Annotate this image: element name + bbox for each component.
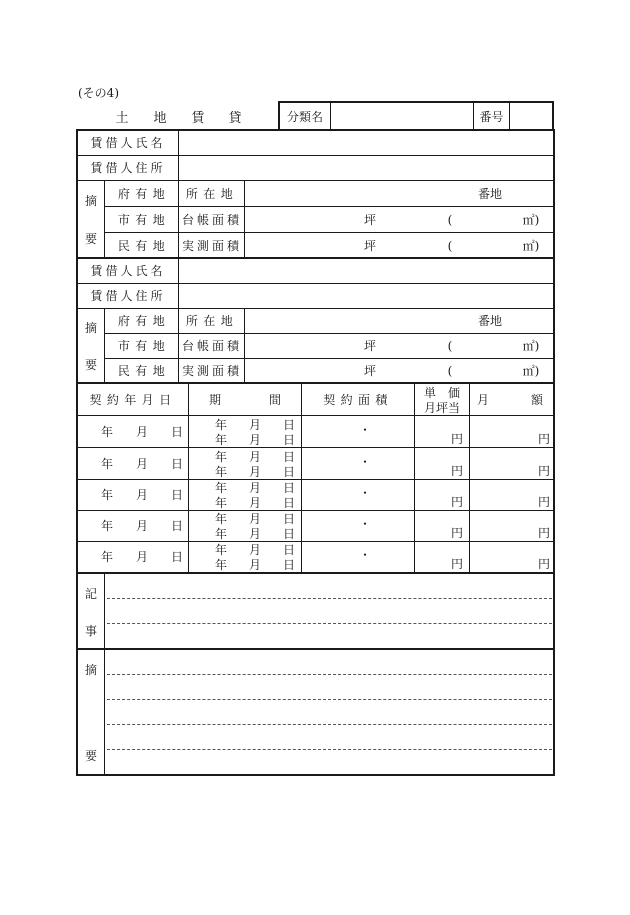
lessee1-summary-divider (104, 180, 105, 258)
row4-unit-yen: 円 (450, 526, 463, 540)
title-char-3: 賃 (191, 110, 205, 126)
row3-p2-year: 年 (214, 495, 227, 510)
row3-monthly-yen: 円 (537, 495, 550, 509)
row3-year: 年 (100, 488, 113, 502)
row2-area-dot: ・ (358, 454, 371, 469)
row2-p2-year: 年 (214, 464, 227, 479)
row4-day: 日 (170, 519, 183, 533)
lessee2-summary-bottom: 要 (84, 357, 97, 372)
row4-monthly-yen: 円 (537, 526, 550, 540)
lessee2-banchi: 番地 (477, 314, 502, 328)
lessee2-ownership-divider (178, 308, 179, 383)
row4-p1-year: 年 (214, 511, 227, 526)
unit-price-header-top: 単 価 (423, 386, 460, 400)
row1-p2-month: 月 (248, 432, 261, 447)
row2-p1-day: 日 (282, 449, 295, 464)
row5-day: 日 (170, 550, 183, 564)
lessee1-private-land: 民有地 (117, 239, 171, 253)
title-char-2: 地 (153, 110, 167, 126)
lessee2-ledger-area-label: 台帳面積 (181, 339, 242, 353)
lessee2-measured-sqm: ㎡) (522, 364, 540, 378)
notes-label-divider (104, 573, 105, 649)
row5-unit-yen: 円 (450, 557, 463, 571)
row4-month: 月 (135, 519, 148, 533)
lessee1-ledger-area-label: 台帳面積 (181, 213, 242, 227)
row5-year: 年 (100, 550, 113, 564)
lessee1-banchi: 番地 (477, 187, 502, 201)
lessee1-address-field[interactable] (179, 156, 553, 179)
lessee2-measured-tsubo: 坪 (363, 364, 376, 378)
contract-divider-4 (469, 383, 470, 573)
row1-p1-day: 日 (282, 417, 295, 432)
row5-monthly-yen: 円 (537, 557, 550, 571)
summary-label-top: 摘 (84, 662, 97, 677)
row1-month: 月 (135, 425, 148, 439)
row1-day: 日 (170, 425, 183, 439)
row4-p2-year: 年 (214, 526, 227, 541)
title-char-1: 土 (115, 110, 129, 126)
row4-area-dot: ・ (358, 516, 371, 531)
lessee1-municipal-land: 市有地 (117, 213, 171, 227)
row1-year: 年 (100, 425, 113, 439)
notes-label-bottom: 事 (84, 623, 97, 638)
lessee1-location-label: 所在地 (185, 187, 239, 201)
row1-p2-day: 日 (282, 432, 295, 447)
classification-label: 分類名 (286, 109, 323, 124)
number-label: 番号 (479, 109, 504, 124)
lessee2-ledger-sqm: ㎡) (522, 339, 540, 353)
lessee2-area-label-divider (244, 308, 245, 383)
row5-month: 月 (135, 550, 148, 564)
row4-p2-month: 月 (248, 526, 261, 541)
row3-day: 日 (170, 488, 183, 502)
row2-unit-yen: 円 (450, 464, 463, 478)
period-header-a: 期 (208, 393, 221, 407)
row3-p2-month: 月 (248, 495, 261, 510)
lessee1-name-label: 賃借人氏名 (90, 136, 166, 150)
lessee2-name-field[interactable] (179, 259, 553, 282)
row5-p1-month: 月 (248, 542, 261, 557)
notes-label-top: 記 (84, 586, 97, 601)
notes-field[interactable] (106, 575, 553, 647)
lessee2-measured-area-label: 実測面積 (181, 364, 242, 378)
lessee2-ledger-paren: ( (447, 338, 453, 353)
lessee1-prefectural-land: 府有地 (117, 187, 171, 201)
row3-p1-year: 年 (214, 480, 227, 495)
lessee2-prefectural-land: 府有地 (117, 314, 171, 328)
lessee2-address-field[interactable] (179, 284, 553, 307)
contract-divider-1 (188, 383, 189, 573)
monthly-header-a: 月 (476, 393, 489, 407)
summary-field[interactable] (106, 651, 553, 773)
row3-p1-month: 月 (248, 480, 261, 495)
row3-p1-day: 日 (282, 480, 295, 495)
classification-field[interactable] (331, 103, 472, 129)
lessee1-measured-tsubo: 坪 (363, 239, 376, 253)
lessee2-ledger-tsubo: 坪 (363, 339, 376, 353)
row4-p1-day: 日 (282, 511, 295, 526)
row2-p1-year: 年 (214, 449, 227, 464)
row5-area-dot: ・ (358, 547, 371, 562)
lessee2-municipal-land: 市有地 (117, 339, 171, 353)
lessee2-summary-divider (104, 308, 105, 383)
lessee1-area-label-divider (244, 180, 245, 258)
lessee1-ownership-divider (178, 180, 179, 258)
unit-price-header-bottom: 月坪当 (423, 401, 460, 415)
row5-p2-month: 月 (248, 557, 261, 572)
row3-month: 月 (135, 488, 148, 502)
row5-p2-day: 日 (282, 557, 295, 572)
lessee1-ledger-tsubo: 坪 (363, 213, 376, 227)
row5-p1-year: 年 (214, 542, 227, 557)
row2-month: 月 (135, 457, 148, 471)
lessee2-private-land: 民有地 (117, 364, 171, 378)
lessee1-summary-bottom: 要 (84, 231, 97, 246)
lessee1-summary-top: 摘 (84, 193, 97, 208)
monthly-header-b: 額 (530, 393, 543, 407)
row3-area-dot: ・ (358, 485, 371, 500)
row3-unit-yen: 円 (450, 495, 463, 509)
row1-p1-year: 年 (214, 417, 227, 432)
contract-area-header: 契約面積 (323, 393, 393, 407)
lessee1-measured-sqm: ㎡) (522, 239, 540, 253)
row4-year: 年 (100, 519, 113, 533)
lessee2-location-label: 所在地 (185, 314, 239, 328)
lessee1-ledger-paren: ( (447, 212, 453, 227)
row1-monthly-yen: 円 (537, 432, 550, 446)
row5-p1-day: 日 (282, 542, 295, 557)
row3-p2-day: 日 (282, 495, 295, 510)
lessee1-name-field[interactable] (179, 131, 553, 154)
row2-p2-month: 月 (248, 464, 261, 479)
row2-year: 年 (100, 457, 113, 471)
title-char-4: 貸 (228, 110, 242, 126)
row1-p1-month: 月 (248, 417, 261, 432)
lessee1-address-label: 賃借人住所 (90, 161, 166, 175)
lessee2-measured-paren: ( (447, 363, 453, 378)
summary-label-bottom: 要 (84, 748, 97, 763)
lessee2-name-label: 賃借人氏名 (90, 264, 166, 278)
row4-p1-month: 月 (248, 511, 261, 526)
row4-p2-day: 日 (282, 526, 295, 541)
contract-bottom (77, 572, 554, 574)
lessee1-measured-paren: ( (447, 238, 453, 253)
row2-day: 日 (170, 457, 183, 471)
number-field[interactable] (510, 103, 552, 129)
contract-date-header: 契約年月日 (89, 393, 177, 407)
form-number: (その4) (78, 85, 119, 100)
lessee1-ledger-sqm: ㎡) (522, 213, 540, 227)
row1-area-dot: ・ (358, 422, 371, 437)
lessee2-summary-top: 摘 (84, 320, 97, 335)
notes-bottom (77, 648, 554, 650)
row2-monthly-yen: 円 (537, 464, 550, 478)
period-header-b: 間 (268, 393, 281, 407)
lessee1-measured-area-label: 実測面積 (181, 239, 242, 253)
row2-p1-month: 月 (248, 449, 261, 464)
row1-p2-year: 年 (214, 432, 227, 447)
row5-p2-year: 年 (214, 557, 227, 572)
summary-label-divider (104, 650, 105, 775)
row2-p2-day: 日 (282, 464, 295, 479)
row1-unit-yen: 円 (450, 432, 463, 446)
lessee2-address-label: 賃借人住所 (90, 289, 166, 303)
